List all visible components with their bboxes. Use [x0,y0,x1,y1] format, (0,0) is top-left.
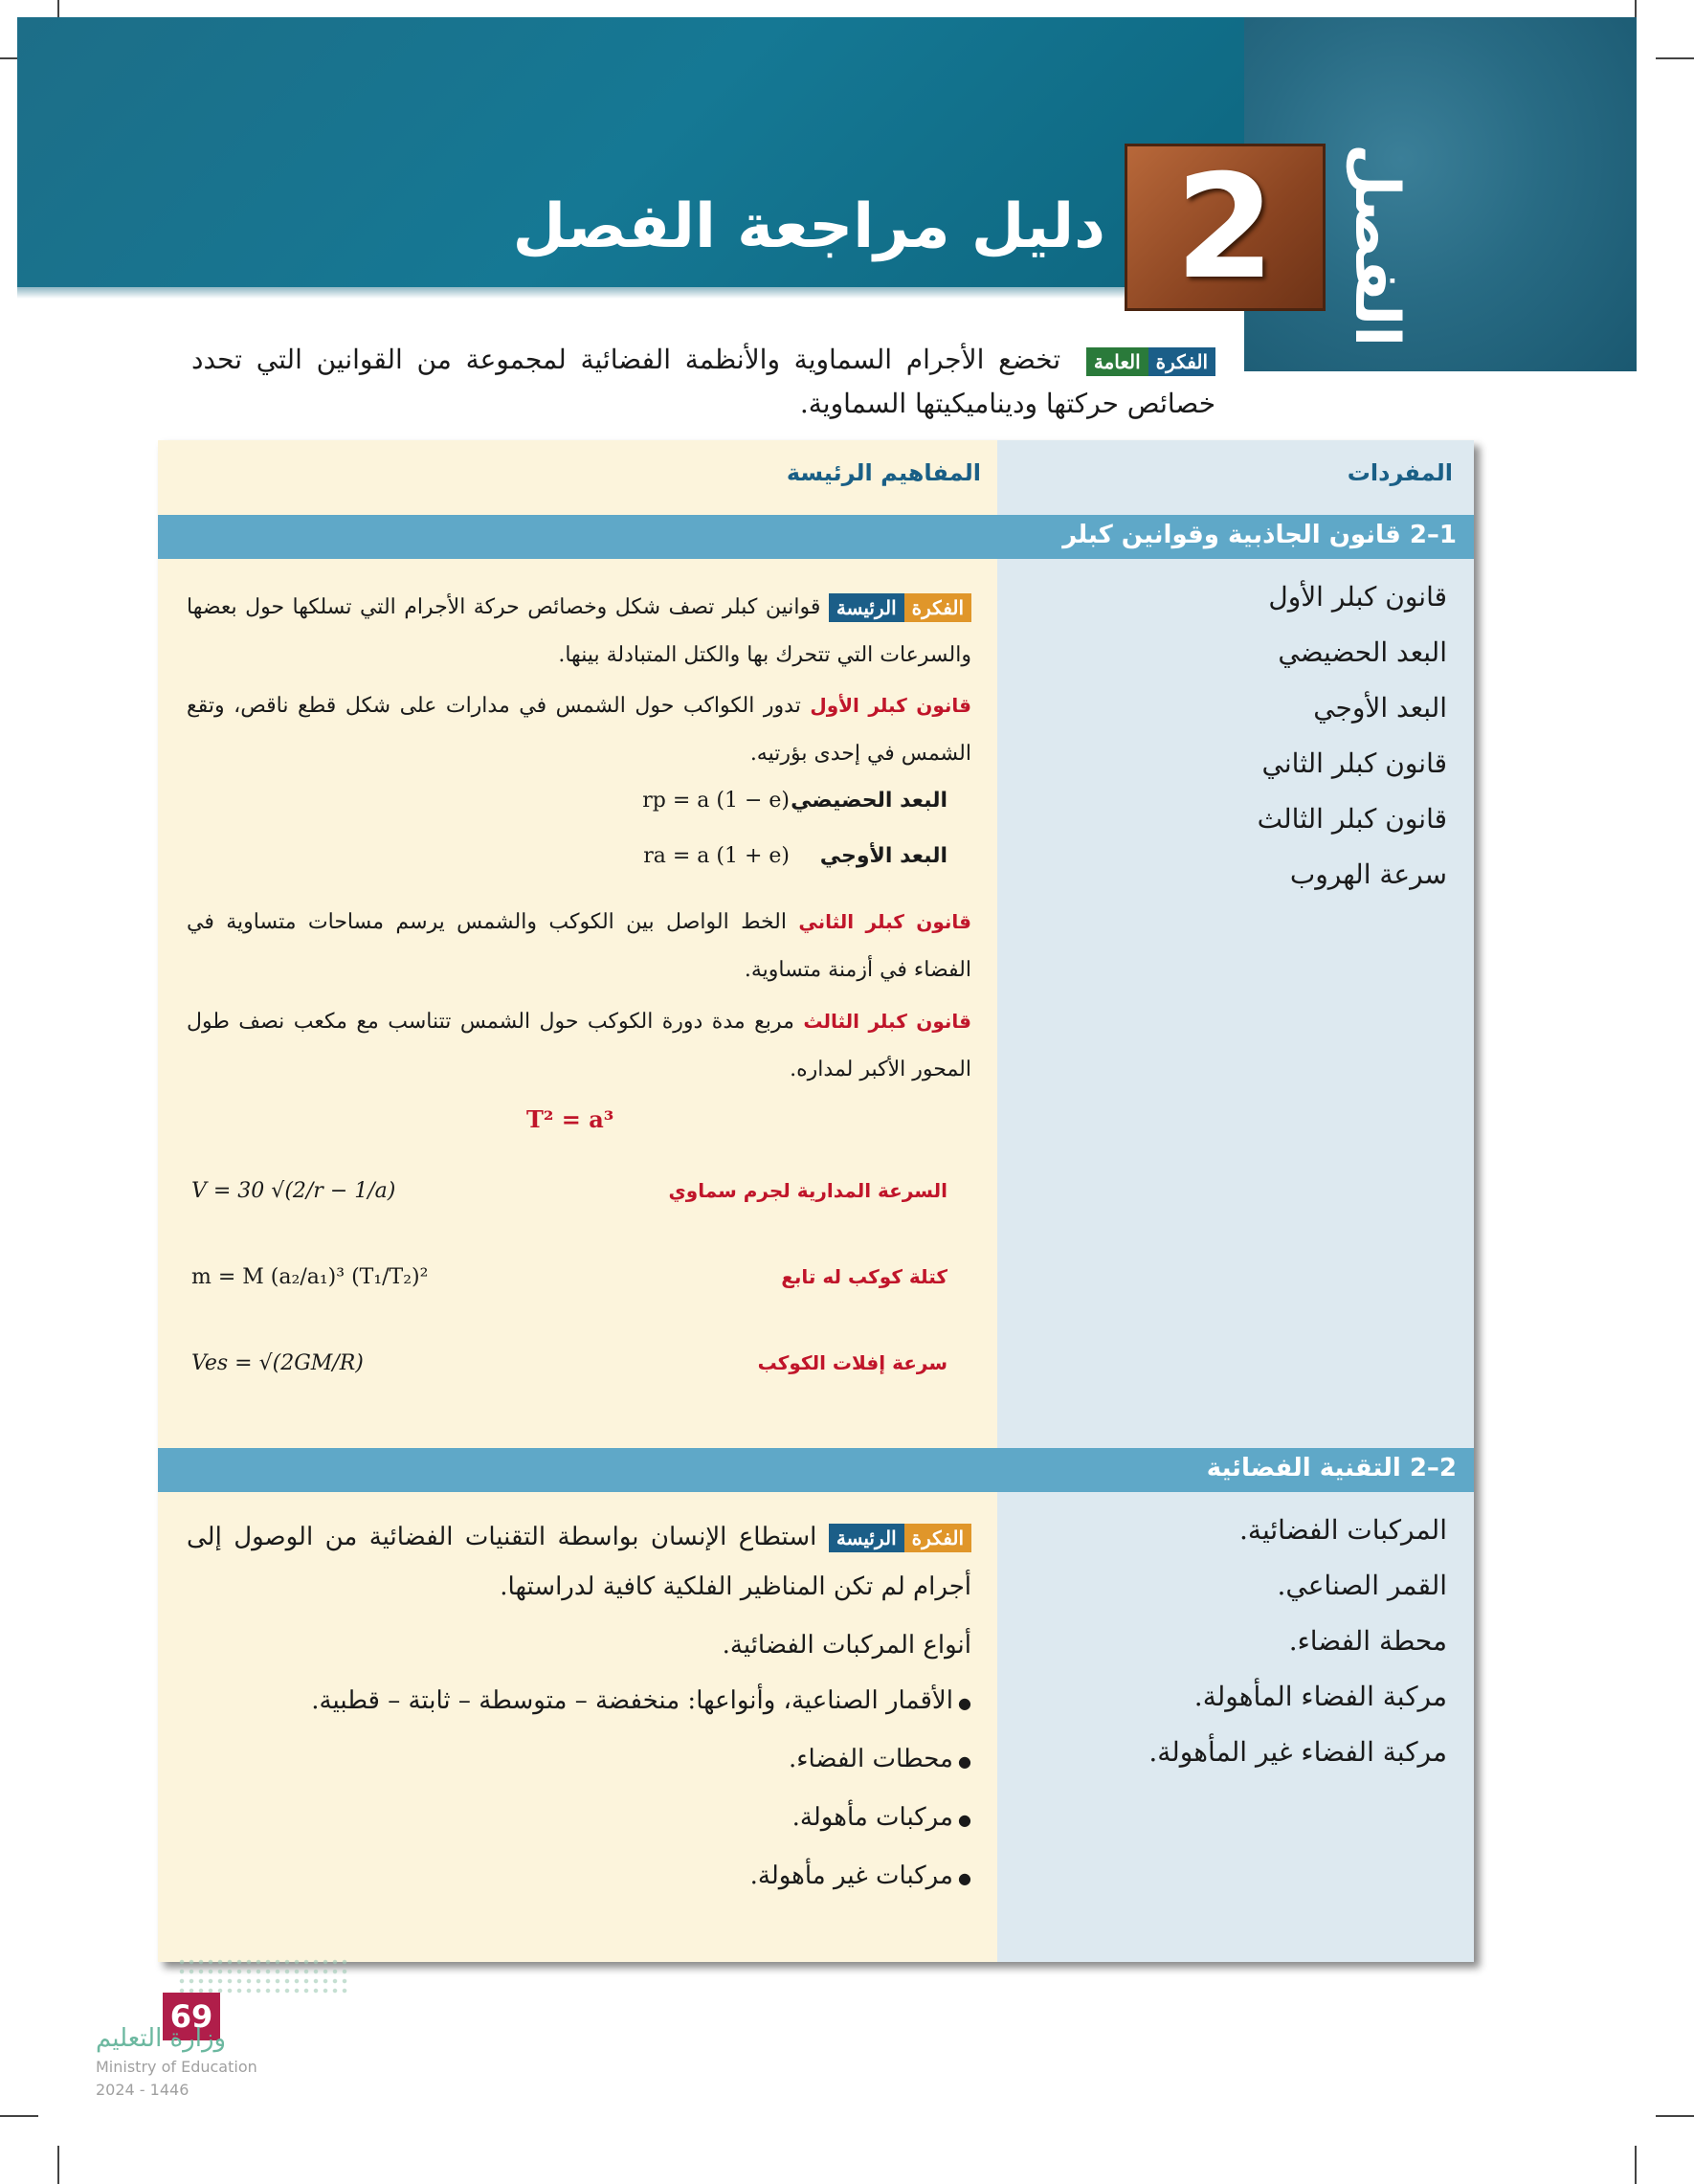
vocab-item: قانون كبلر الثالث [1257,803,1447,835]
perihelion-row [187,789,971,813]
decorative-dots [177,1957,349,1995]
main-idea-badge [829,595,971,619]
law-3-formula: T² = a³ [526,1105,614,1133]
vocab-header: المفردات [1347,459,1453,486]
vocab-item: القمر الصناعي. [1277,1570,1447,1601]
escape-speed-formula: Ves = √(2GM/R) [191,1351,364,1375]
law-2-text: الخط الواصل بين الكوكب والشمس يرسم مساحات متساوية في الفضاء في أزمنة متساوية. [187,910,971,982]
law-3-text: مربع مدة دورة الكوكب حول الشمس تتناسب مع مكعب نصف طول المحور الأكبر لمداره. [187,1010,971,1081]
badge-idea: الفكرة [904,593,971,622]
law-3-label: قانون كبلر الثالث [803,1010,971,1033]
badge-main: الرئيسة [829,1524,904,1552]
vocab-item: قانون كبلر الثاني [1261,747,1447,779]
list-item: ● محطات الفضاء. [187,1731,971,1790]
vocab-item: محطة الفضاء. [1288,1625,1447,1657]
crop-mark [1656,57,1694,59]
badge-general: العامة [1086,347,1148,376]
chapter-word: الفصل [1341,144,1412,347]
types-list [187,1673,971,1906]
vocab-item: سرعة الهروب [1289,858,1447,890]
ministry-name-en: Ministry of Education [96,2058,257,2076]
main-idea-text: قوانين كبلر تصف شكل وخصائص حركة الأجرام التي تسلكها حول بعضها والسرعات التي تتحرك بها والكتل المتبادلة بينها. [187,595,971,667]
crop-mark [1635,2146,1637,2184]
orbital-speed-formula: V = 30 √(2/r − 1/a) [191,1179,396,1203]
badge-idea: الفكرة [904,1524,971,1552]
section-1-title: 1–2 قانون الجاذبية وقوانين كبلر [1062,521,1457,549]
perihelion-label: البعد الحضيضي [791,789,947,813]
banner-shadow [17,287,1252,299]
ministry-logo-text: وزارة التعليم [96,2024,227,2053]
page-number: 69 [163,1993,220,2040]
kepler-law-2 [187,898,971,994]
section-2-title: 2–2 التقنية الفضائية [1206,1454,1457,1482]
orbital-speed-label: السرعة المدارية لجرم سماوي [668,1179,947,1202]
concepts-header: المفاهيم الرئيسة [786,459,981,486]
badge-main: الرئيسة [829,593,904,622]
types-heading: أنواع المركبات الفضائية. [722,1631,971,1660]
crop-mark [57,2146,59,2184]
law-2-label: قانون كبلر الثاني [798,910,971,933]
section-2-main-idea [187,1512,971,1612]
page-title: دليل مراجعة الفصل [512,191,1105,262]
vocab-item: مركبة الفضاء غير المأهولة. [1148,1736,1447,1768]
vocab-item: البعد الحضيضي [1278,636,1447,668]
chapter-number-box [1125,144,1326,311]
vocab-item: البعد الأوجي [1313,692,1447,724]
review-table [158,440,1474,1962]
section-2-bar [158,1448,1474,1492]
big-idea-text: تخضع الأجرام السماوية والأنظمة الفضائية لمجموعة من القوانين التي تحدد خصائص حركتها وديناميكيتها السماوية. [191,344,1215,419]
vocab-item: المركبات الفضائية. [1239,1514,1447,1546]
section-2-vocab [1026,1503,1447,1780]
law-1-label: قانون كبلر الأول [810,694,972,717]
kepler-law-1 [187,681,971,778]
aphelion-formula: ra = a (1 + e) [643,844,790,868]
section-1-main-idea [187,584,971,680]
vocab-item: قانون كبلر الأول [1268,581,1447,613]
law-1-text: تدور الكواكب حول الشمس في مدارات على شكل قطع ناقص، وتقع الشمس في إحدى بؤرتيه. [187,694,971,766]
escape-speed-label: سرعة إفلات الكوكب [757,1351,947,1374]
list-item: ● مركبات مأهولة. [187,1790,971,1848]
spacecraft-types [187,1617,971,1906]
crop-mark [1656,2115,1694,2117]
badge-idea: الفكرة [1148,347,1215,376]
aphelion-label: البعد الأوجي [819,844,947,868]
perihelion-formula: rp = a (1 − e) [642,789,790,813]
big-idea-badge [1086,338,1215,382]
section-1-vocab [1026,569,1447,903]
chapter-number: 2 [1174,144,1276,311]
big-idea [191,338,1215,426]
section-1-bar [158,515,1474,559]
crop-mark [0,2115,38,2117]
edition-year: 2024 - 1446 [96,2081,189,2099]
aphelion-row [187,844,971,868]
main-idea-text: استطاع الإنسان بواسطة التقنيات الفضائية من الوصول إلى أجرام لم تكن المناظير الفلكية كافية لدراستها. [187,1523,971,1601]
list-item: ● مركبات غير مأهولة. [187,1848,971,1906]
planet-mass-formula: m = M (a₂/a₁)³ (T₁/T₂)² [191,1265,429,1289]
kepler-law-3 [187,997,971,1094]
vocab-item: مركبة الفضاء المأهولة. [1193,1681,1447,1712]
main-idea-badge [829,1523,971,1551]
planet-mass-label: كتلة كوكب له تابع [781,1265,947,1288]
list-item: ● الأقمار الصناعية، وأنواعها: منخفضة – متوسطة – ثابتة – قطبية. [187,1673,971,1731]
